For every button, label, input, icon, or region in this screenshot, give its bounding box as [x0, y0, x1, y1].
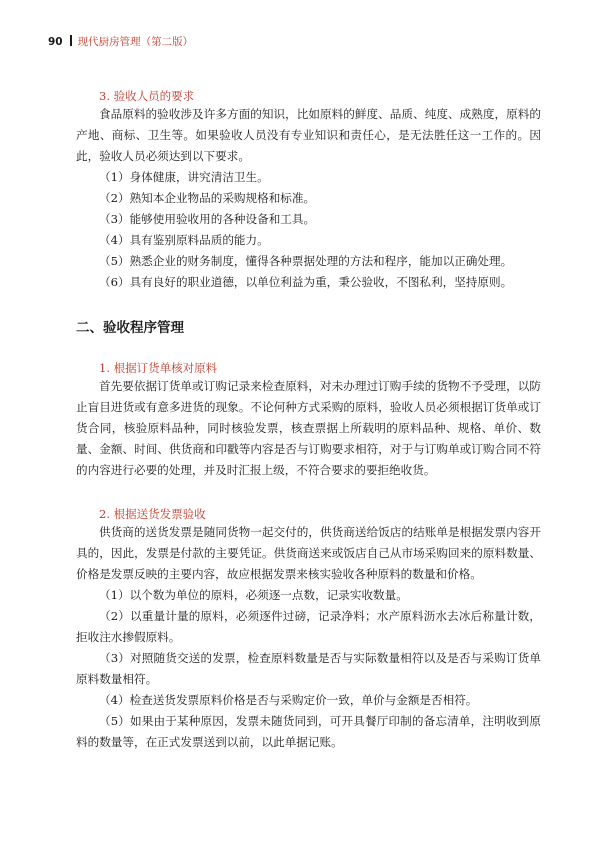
list-item: （5）如果由于某种原因，发票未随货同到，可开具餐厅印制的备忘清单，注明收到原料的数量等，在正式发票送到以前，以此单据记账。 — [76, 714, 541, 749]
paragraph-inspector-intro: 食品原料的验收涉及许多方面的知识，比如原料的鲜度、品质、纯度、成熟度，原料的产地、商标、卫生等。如果验收人员没有专业知识和责任心，是无法胜任这一工作的。因此，验收人员必须达到以下要求。 — [76, 107, 541, 163]
running-title: 现代厨房管理（第二版） — [77, 36, 194, 48]
subheading-inspector-requirements: 3. 验收人员的要求 — [99, 89, 195, 103]
list-item: （3）能够使用验收用的各种设备和工具。 — [99, 212, 316, 226]
paragraph-invoice-check: 供货商的送货发票是随同货物一起交付的，供货商送给饭店的结账单是根据发票内容开具的，因此，发票是付款的主要凭证。供货商送来或饭店自己从市场采购回来的原料数量、价格是发票反映的主要内容，故应根据发票来核实验收各种原料的数量和价格。 — [76, 525, 541, 581]
list-item: （6）具有良好的职业道德，以单位利益为重，秉公验收，不图私利，坚持原则。 — [99, 275, 513, 289]
subheading-invoice-check: 2. 根据送货发票验收 — [99, 507, 206, 521]
page-header — [48, 35, 193, 48]
list-item: （4）具有鉴别原料品质的能力。 — [99, 233, 269, 247]
page-number: 90 — [48, 36, 63, 48]
list-item: （2）熟知本企业物品的采购规格和标准。 — [99, 191, 316, 205]
list-item: （5）熟悉企业的财务制度，懂得各种票据处理的方法和程序，能加以正确处理。 — [99, 254, 513, 268]
list-item: （2）以重量计量的原料，必须逐件过磅，记录净料；水产原料沥水去冰后称量计数，拒收注水掺假原料。 — [76, 609, 541, 644]
list-item: （1）身体健康，讲究清洁卫生。 — [99, 170, 269, 184]
section-heading-acceptance-procedure: 二、验收程序管理 — [76, 320, 184, 336]
list-item: （3）对照随货交送的发票，检查原料数量是否与实际数量相符以及是否与采购订货单原料数量相符。 — [76, 651, 541, 686]
list-item: （4）检查送货发票原料价格是否与采购定价一致，单价与金额是否相符。 — [99, 693, 478, 707]
subheading-check-order: 1. 根据订货单核对原料 — [99, 361, 218, 375]
header-divider — [70, 35, 72, 46]
paragraph-check-order: 首先要依据订货单或订购记录来检查原料，对未办理过订购手续的货物不予受理，以防止盲目进货或有意多进货的现象。不论何种方式采购的原料，验收人员必须根据订货单或订货合同，核验原料品种，同时核验发票，核查票据上所载明的原料品种、规格、单价、数量、金额、时间、供货商和印戳等内容是否与订购要求相符，对于与订购单或订购合同不符的内容进行必要的处理，并及时汇报上级，不符合要求的要拒绝收货。 — [76, 379, 541, 477]
list-item: （1）以个数为单位的原料，必须逐一点数，记录实收数量。 — [99, 588, 408, 602]
